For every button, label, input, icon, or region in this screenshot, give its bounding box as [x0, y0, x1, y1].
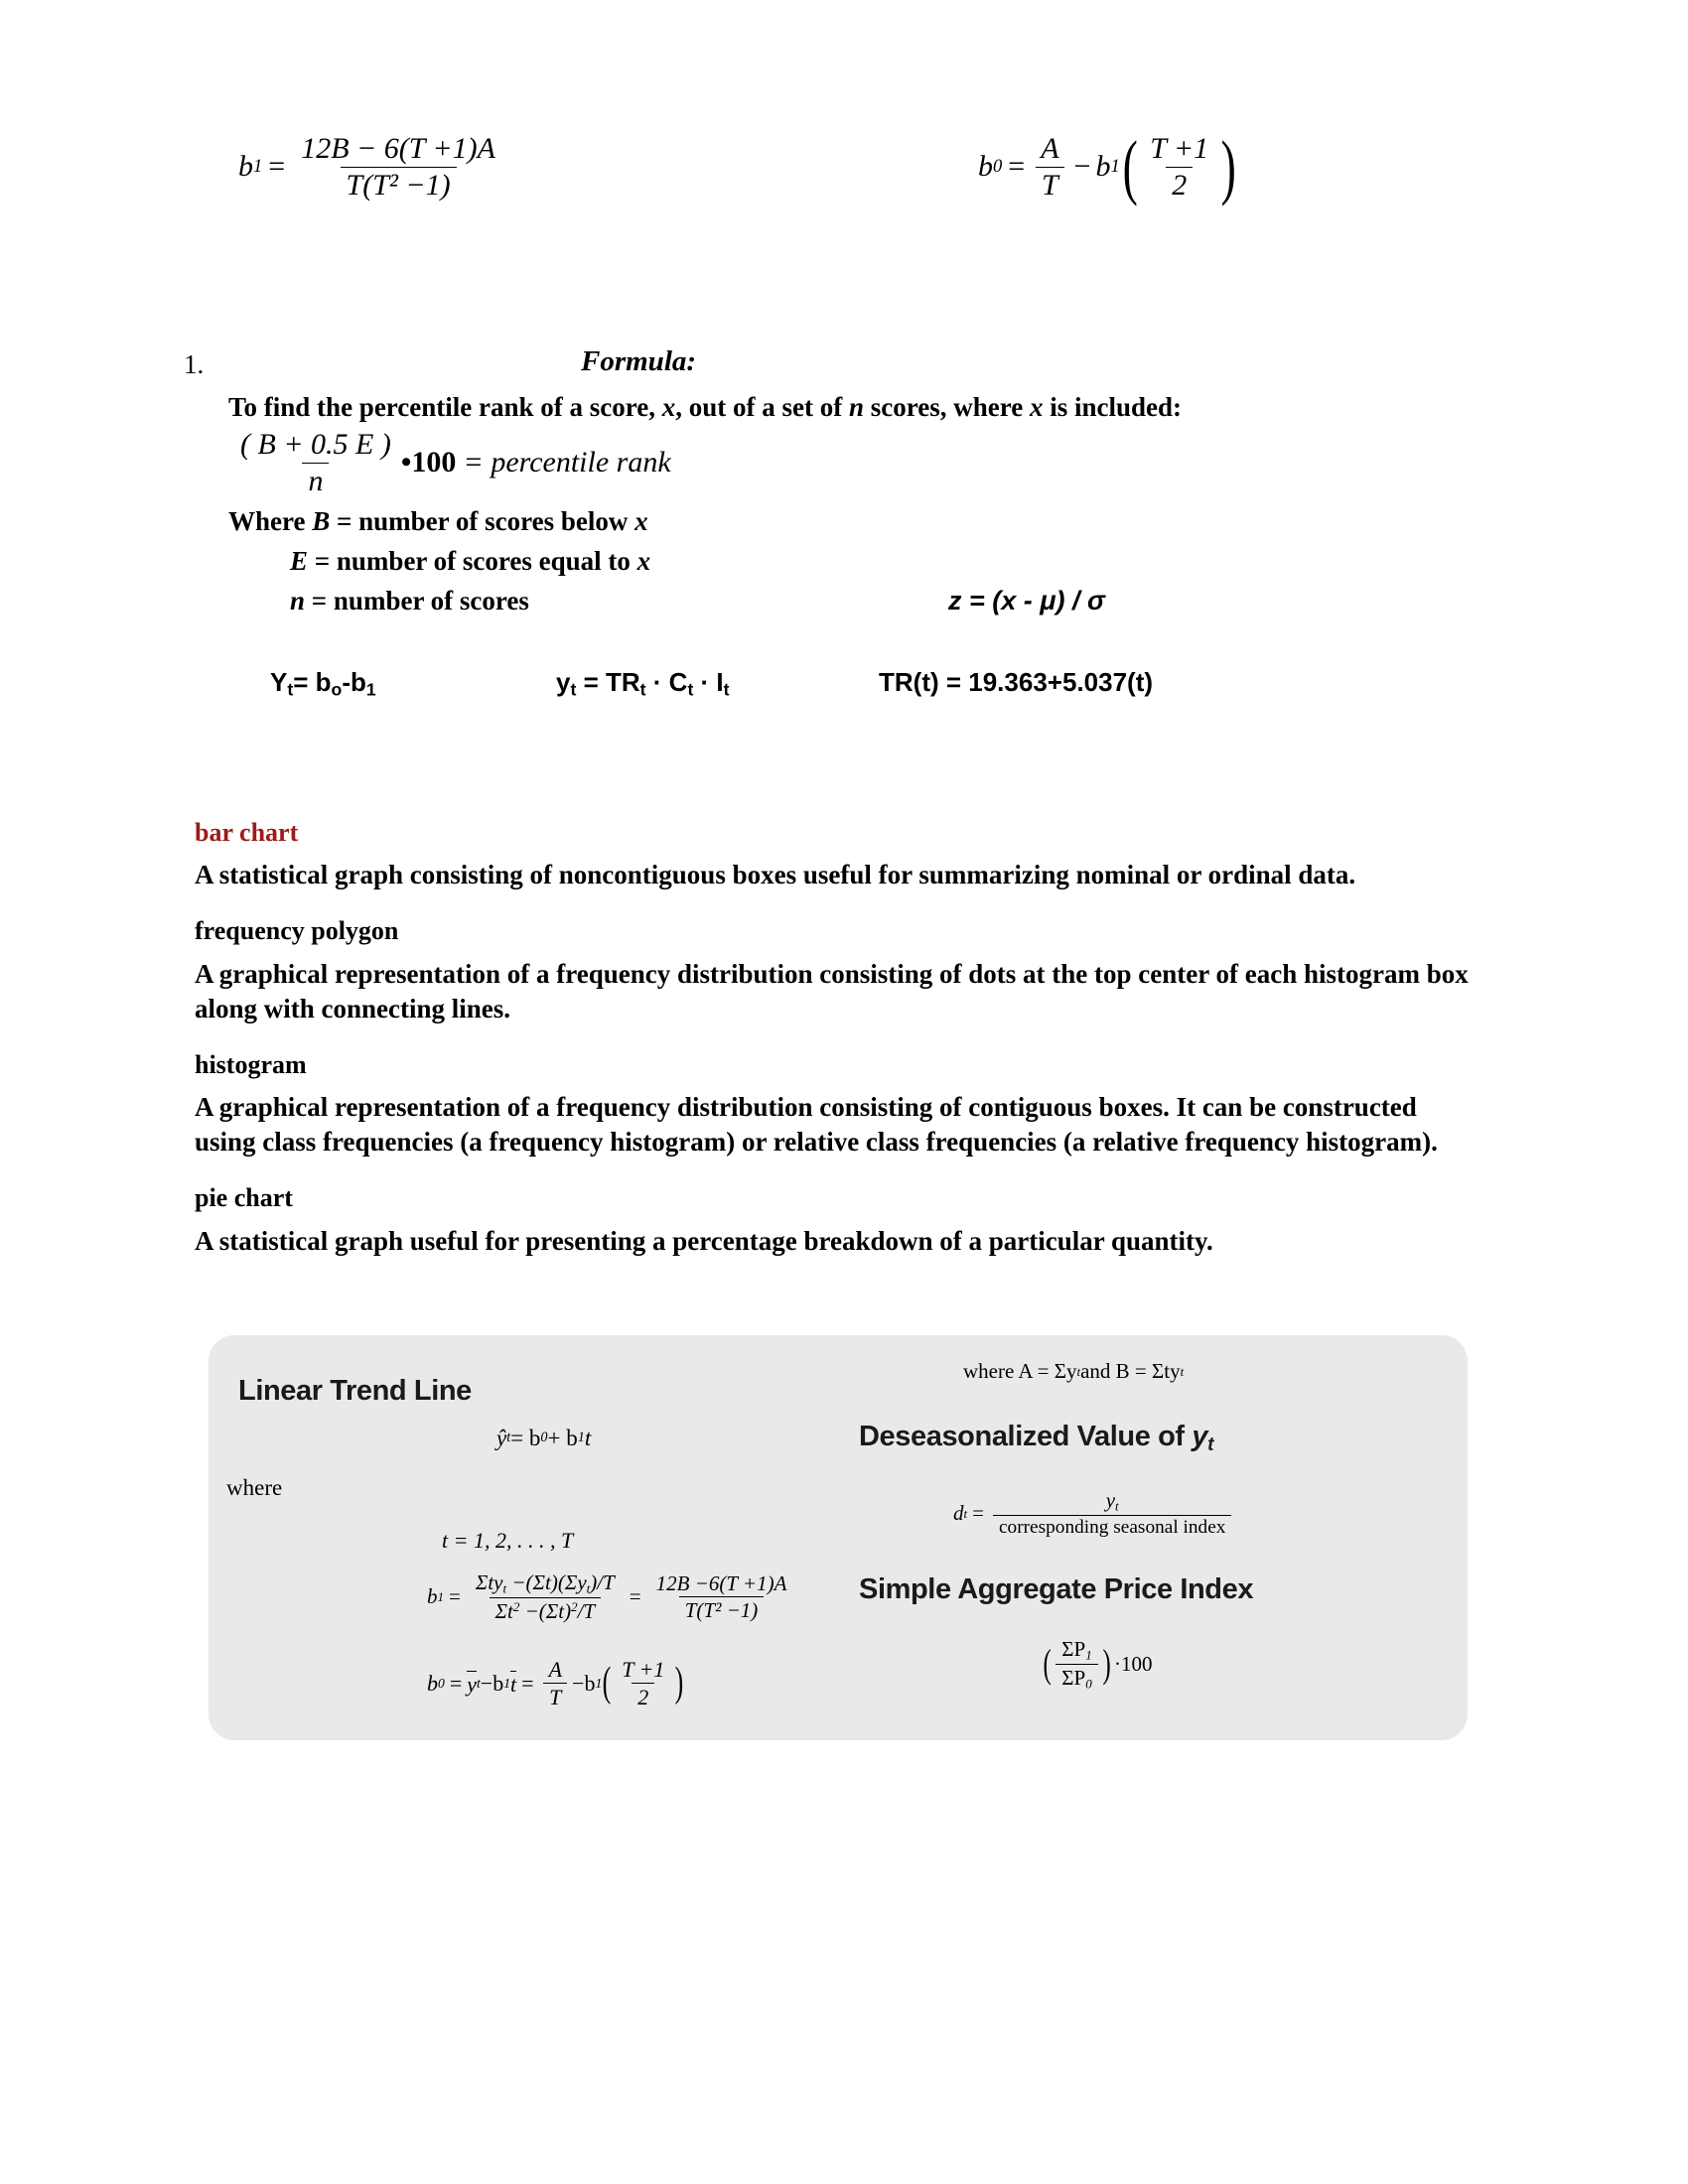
percentile-denominator: n: [302, 463, 329, 497]
yt-dot-1: · C: [645, 667, 688, 697]
Yt-rhs-b-sub: 1: [365, 679, 376, 700]
trend-rhs-sub0: 0: [540, 1430, 548, 1446]
note-where-B: and B = Σty: [1080, 1359, 1181, 1383]
percentile-result: percentile rank: [491, 446, 671, 478]
glossary-definition-bar-chart: A statistical graph consisting of noncontiguous boxes useful for summarizing nominal or ordinal data.: [195, 860, 1356, 890]
where-var-B: x: [634, 506, 648, 536]
card-heading-deseasonalized-value: [859, 1421, 1213, 1456]
formula-b0-intercept: b 0 = $\frac{A}{T}$ − b 1 ( $\frac{T +1}{2}$ ): [978, 125, 1236, 206]
card-heading-simple-aggregate-price-index: Simple Aggregate Price Index: [859, 1573, 1254, 1605]
where-symbol-B: B: [312, 506, 331, 536]
percentile-intro: [228, 392, 1182, 423]
where-definition-list: [228, 506, 650, 625]
intro-part-4: is included:: [1043, 392, 1183, 422]
card-b1-num-1: $\Sigma ty_t -(\Sigma t)(\Sigma y_t)/T$: [475, 1570, 615, 1596]
b0-paren-num: T +1: [1150, 132, 1209, 165]
yt-dot-2: · I: [693, 667, 724, 697]
glossary-term-pie-chart: pie chart: [195, 1183, 293, 1213]
where-text-E: = number of scores equal to: [308, 546, 637, 576]
card-b0-minus: −b: [572, 1670, 596, 1696]
card-formula-b1: b 1 = $\frac{\Sigma ty_t -(\Sigma t)(\Sigma y_t)/T}{\Sigma t^2 -(\Sigma t)^2/T}$ = $\frac{12B -6(T +1)A}{\text{T(T² −1)}}$: [427, 1571, 796, 1622]
card-b1-num-2: 12B −6(T +1)A: [655, 1571, 787, 1596]
formula-Yt: [270, 667, 376, 701]
trend-rhs-sub1: 1: [577, 1430, 585, 1446]
intro-var-n: n: [848, 392, 864, 422]
card-b0-paren-num: T +1: [622, 1657, 665, 1682]
glossary-definition-histogram: A graphical representation of a frequency distribution consisting of contiguous boxes. It can be constructed using class frequencies (a frequency histogram) or relative class frequencies (a relative frequency histogram).: [195, 1092, 1438, 1158]
glossary-definition-pie-chart: A statistical graph useful for presenting a percentage breakdown of a particular quantity.: [195, 1225, 1213, 1256]
card-formula-trend-line: [496, 1427, 591, 1449]
card-where-label: where: [226, 1475, 283, 1500]
intro-part-3: scores, where: [864, 392, 1030, 422]
intro-var-x2: x: [1029, 392, 1044, 422]
yt-lhs: y: [556, 667, 571, 697]
glossary-term-histogram: histogram: [195, 1049, 307, 1079]
b0-term1-den: T: [1036, 167, 1064, 202]
trend-rhs: = b: [510, 1426, 541, 1450]
yt-lhs-sub: t: [570, 679, 577, 700]
note-where-sub-1: t: [1076, 1363, 1081, 1379]
b1-numerator: 12B − 6(T +1)A: [301, 132, 495, 165]
card-b1-den-2: T(T² −1): [679, 1596, 765, 1621]
b0-paren-den: 2: [1166, 167, 1193, 202]
price-index-numerator: $\Sigma P_1$: [1061, 1637, 1092, 1663]
formula-caption: Formula:: [581, 345, 697, 377]
intro-var-x1: x: [661, 392, 676, 422]
where-line-E: [228, 546, 650, 577]
card-b0-paren-den: 2: [632, 1683, 654, 1708]
card-t-range: t = 1, 2, . . . , T: [442, 1528, 574, 1553]
deseason-heading-text: Deseasonalized Value of: [859, 1421, 1193, 1452]
percentile-multiplier: •100: [400, 446, 457, 478]
top-formula-row: [0, 127, 1688, 246]
where-text-n: = number of scores: [305, 586, 529, 615]
trend-yhat-sub: t: [506, 1430, 511, 1446]
yt-sub-1: t: [639, 679, 646, 700]
card-heading-linear-trend-line: Linear Trend Line: [238, 1375, 472, 1407]
glossary-section: [195, 816, 1476, 1281]
deseason-heading-sub: t: [1207, 1433, 1214, 1455]
Yt-rhs-a: = b: [293, 667, 332, 697]
yt-sub-3: t: [723, 679, 730, 700]
deseason-numerator: $y_t$: [1105, 1488, 1119, 1514]
formula-z-score: z = (x - μ) / σ: [948, 586, 1105, 615]
formula-trend-regression: TR(t) = 19.363+5.037(t): [879, 667, 1154, 697]
card-formula-deseasonalized: d t = $\frac{y_t}{\text{corresponding seasonal index}}$: [953, 1489, 1235, 1539]
Yt-rhs-a-sub: o: [331, 679, 343, 700]
formula-b1-slope: b 1 = $\frac{12B - 6(T +1)A}{\text{T(T² −1)}}$: [238, 133, 505, 201]
trend-yhat: ŷ: [496, 1426, 507, 1450]
glossary-term-frequency-polygon: frequency polygon: [195, 916, 399, 946]
trend-rhs-plus: + b: [547, 1426, 578, 1450]
price-index-suffix: ·100: [1114, 1652, 1153, 1677]
where-var-E: x: [636, 546, 651, 576]
price-index-denominator: $\Sigma P_0$: [1055, 1664, 1097, 1691]
glossary-definition-frequency-polygon: A graphical representation of a frequency distribution consisting of dots at the top center of each histogram box along with connecting lines.: [195, 958, 1469, 1024]
where-symbol-n: n: [290, 586, 306, 615]
deseason-denominator: corresponding seasonal index: [993, 1515, 1231, 1538]
card-note-where-A-B: [963, 1361, 1184, 1382]
list-number: 1.: [184, 349, 205, 379]
yt-eq: = TR: [576, 667, 640, 697]
note-where-sub-2: t: [1180, 1363, 1185, 1379]
card-b0-num: A: [548, 1657, 563, 1682]
Yt-lhs-sub: t: [287, 679, 294, 700]
yt-sub-2: t: [687, 679, 694, 700]
Yt-lhs: Y: [270, 667, 288, 697]
card-b0-den: T: [543, 1683, 567, 1708]
card-formula-price-index: ( $\frac{\Sigma P_1}{\Sigma P_0}$ ) ·100: [1043, 1637, 1153, 1692]
where-symbol-E: E: [290, 546, 309, 576]
percentile-equals: =: [465, 446, 483, 478]
glossary-term-bar-chart: bar chart: [195, 818, 299, 847]
where-line-B: [228, 506, 650, 537]
formula-multiplicative-decomposition: [556, 667, 730, 701]
trend-rhs-t: t: [584, 1426, 592, 1450]
card-b1-den-1: $\Sigma t^2 -(\Sigma t)^2/T$: [490, 1597, 602, 1622]
b0-term1-num: A: [1041, 132, 1059, 165]
where-text-B: = number of scores below: [330, 506, 635, 536]
b0-minus: −: [1073, 150, 1091, 183]
deseason-heading-var: y: [1192, 1421, 1208, 1452]
percentile-numerator: ( B + 0.5 E ): [240, 428, 391, 461]
b1-denominator: T(T² −1): [341, 167, 457, 202]
Yt-rhs-b: -b: [342, 667, 366, 697]
formula-percentile-rank: [230, 429, 671, 496]
note-where-A: where A = Σy: [963, 1359, 1077, 1383]
where-line-n: [228, 586, 650, 616]
where-prefix: Where: [228, 506, 313, 536]
card-formula-b0: b 0 = y t −b 1 t = $\frac{A}{T}$ −b 1 ( $\frac{T +1}{2}$ ): [427, 1657, 684, 1710]
intro-part-2: , out of a set of: [675, 392, 849, 422]
formula-reference-card: [209, 1335, 1468, 1740]
intro-part-1: To find the percentile rank of a score,: [228, 392, 662, 422]
